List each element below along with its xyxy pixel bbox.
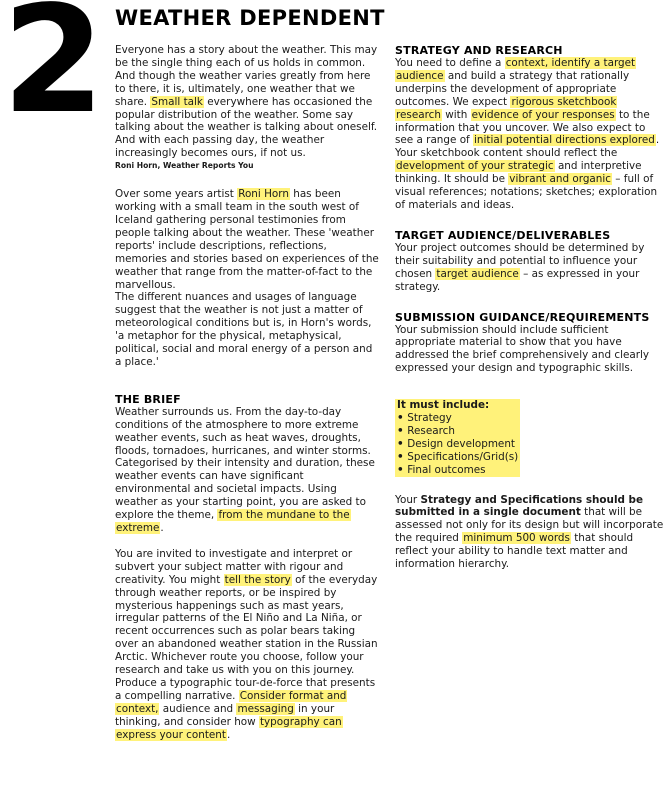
submission-heading: SUBMISSION GUIDANCE/REQUIREMENTS: [395, 310, 650, 324]
background-paragraph-2: The different nuances and usages of language suggest that the weather is not just a matter of meteorological conditions but is, in Horn's words, 'a metaphor for the physical, metaphysical, political, social and moral energy of a person and a place.': [115, 291, 373, 368]
highlight-evidence: evidence of your responses: [471, 108, 615, 121]
brief-paragraph-2: [115, 548, 380, 742]
closing-text-2: that will be assessed not only for its design but will incorporate the required: [395, 506, 664, 545]
highlight-format-context: Consider format and context,: [116, 689, 347, 715]
highlight-typography: typography can express your content: [116, 715, 342, 741]
list-item: • Strategy: [397, 412, 518, 425]
strategy-text-7: – full of visual references; notations; sketches; exploration of materials and ideas.: [395, 173, 658, 211]
highlight-context-audience: context, identify a target audience: [396, 57, 636, 82]
brief-p2-text-d: in your thinking, and consider how: [115, 702, 335, 728]
list-item: • Specifications/Grid(s): [397, 451, 518, 464]
list-item: • Design development: [397, 438, 518, 451]
brief-p1-end: .: [160, 522, 164, 534]
intro-quote: [115, 44, 380, 160]
background-text-a: Over some years artist: [115, 188, 234, 201]
strategy-heading: STRATEGY AND RESEARCH: [395, 44, 563, 57]
closing-text-3: that should reflect your ability to handle text matter and information hierarchy.: [395, 532, 634, 571]
highlight-mundane-extreme: from the mundane to the extreme: [116, 509, 350, 534]
strategy-text-5: . Your sketchbook content should reflect the: [395, 134, 660, 160]
must-include-list: [397, 412, 518, 477]
highlight-target-audience: target audience: [436, 267, 519, 280]
list-item: • Final outcomes: [397, 464, 518, 477]
audience-text-1: Your project outcomes should be determined by their suitability and potential to influence your chosen: [395, 241, 645, 280]
highlight-500-words: minimum 500 words: [463, 532, 570, 545]
strategy-text-3: with: [445, 108, 468, 121]
highlight-directions: initial potential directions explored: [474, 134, 655, 147]
page-title: WEATHER DEPENDENT: [115, 6, 385, 30]
left-column: [115, 44, 380, 742]
intro-quote-text-b: everywhere has occasioned the popular distribution of the weather. Some say talking about the weather is talking about oneself. And with each passing day, the weather increasingly becomes ours, if not us.: [115, 95, 378, 160]
highlight-vibrant: vibrant and organic: [509, 173, 611, 186]
highlight-roni-horn: Roni Horn: [238, 188, 289, 201]
brief-paragraph-1: [115, 406, 380, 535]
brief-p2-text-b: of the everyday through weather reports, or be inspired by mysterious happenings such as mast years, irregular patterns of the El Niño and La Niña, or recent occurrences such as polar bears taking over an abandoned weather station in the Russian Arctic. Whichever route you choose, follow your research and take us with you on this journey. Produce a typographic tour-de-force that presents a compelling narrative.: [115, 573, 378, 702]
highlight-small-talk: Small talk: [151, 95, 203, 108]
highlight-messaging: messaging: [237, 702, 294, 715]
right-column: [395, 44, 665, 571]
strategy-text-4: to the information that you uncover. We also expect to see a range of: [395, 108, 650, 147]
brief-p1-text: Weather surrounds us. From the day-to-day conditions of the atmosphere to more extreme weather events, such as heat waves, droughts, floods, tornadoes, hurricanes, and winter storms. Categorised by their intensity and duration, these weather events can have significant environmental and societal impacts. Using weather as your starting point, you are asked to explore the theme,: [115, 405, 375, 522]
highlight-sketchbook-research: rigorous sketchbook research: [396, 95, 617, 121]
brief-p2-end: .: [226, 728, 231, 741]
must-include-block: [395, 399, 520, 476]
section-number: 2: [2, 0, 101, 146]
closing-paragraph: [395, 494, 665, 571]
closing-bold: Strategy and Specifications should be submitted in a single document: [395, 493, 644, 519]
must-include-label: It must include:: [397, 399, 490, 412]
brief-p2-text-a: You are invited to investigate and interpret or subvert your subject matter with rigour and creativity. You might: [115, 547, 353, 586]
background-paragraph: [115, 188, 380, 291]
highlight-strategic: development of your strategic: [396, 160, 554, 173]
strategy-text-2: and build a strategy that rationally underpins the development of appropriate outcomes. We expect: [395, 69, 630, 108]
audience-heading: TARGET AUDIENCE/DELIVERABLES: [395, 228, 611, 242]
quote-credit: Roni Horn, Weather Reports You: [115, 161, 254, 171]
brief-heading: THE BRIEF: [115, 392, 181, 406]
strategy-text-6: and interpretive thinking. It should be: [395, 160, 642, 186]
strategy-text-1: You need to define a: [395, 57, 502, 69]
brief-p2-text-c: audience and: [162, 702, 234, 715]
background-text-b: has been working with a small team in the south west of Iceland gathering personal testimonies from people talking about the weather. These 'weather reports' include descriptions, reflections, memories and stories based on experiences of the weather that range from the matter-of-fact to the marvellous.: [115, 188, 379, 291]
strategy-paragraph: [395, 57, 665, 212]
list-item: • Research: [397, 425, 518, 438]
audience-paragraph: [395, 242, 665, 294]
audience-text-2: – as expressed in your strategy.: [395, 267, 640, 293]
highlight-tell-story: tell the story: [224, 573, 291, 586]
closing-text-1: Your: [395, 493, 418, 506]
submission-paragraph: Your submission should include sufficient appropriate material to show that you have addressed the brief comprehensively and clearly expressed your design and typographic skills.: [395, 323, 650, 375]
intro-quote-text-a: Everyone has a story about the weather. This may be the single thing each of us holds in common. And though the weather varies greatly from here to there, it is, ultimately, one weather that we share.: [115, 44, 378, 108]
